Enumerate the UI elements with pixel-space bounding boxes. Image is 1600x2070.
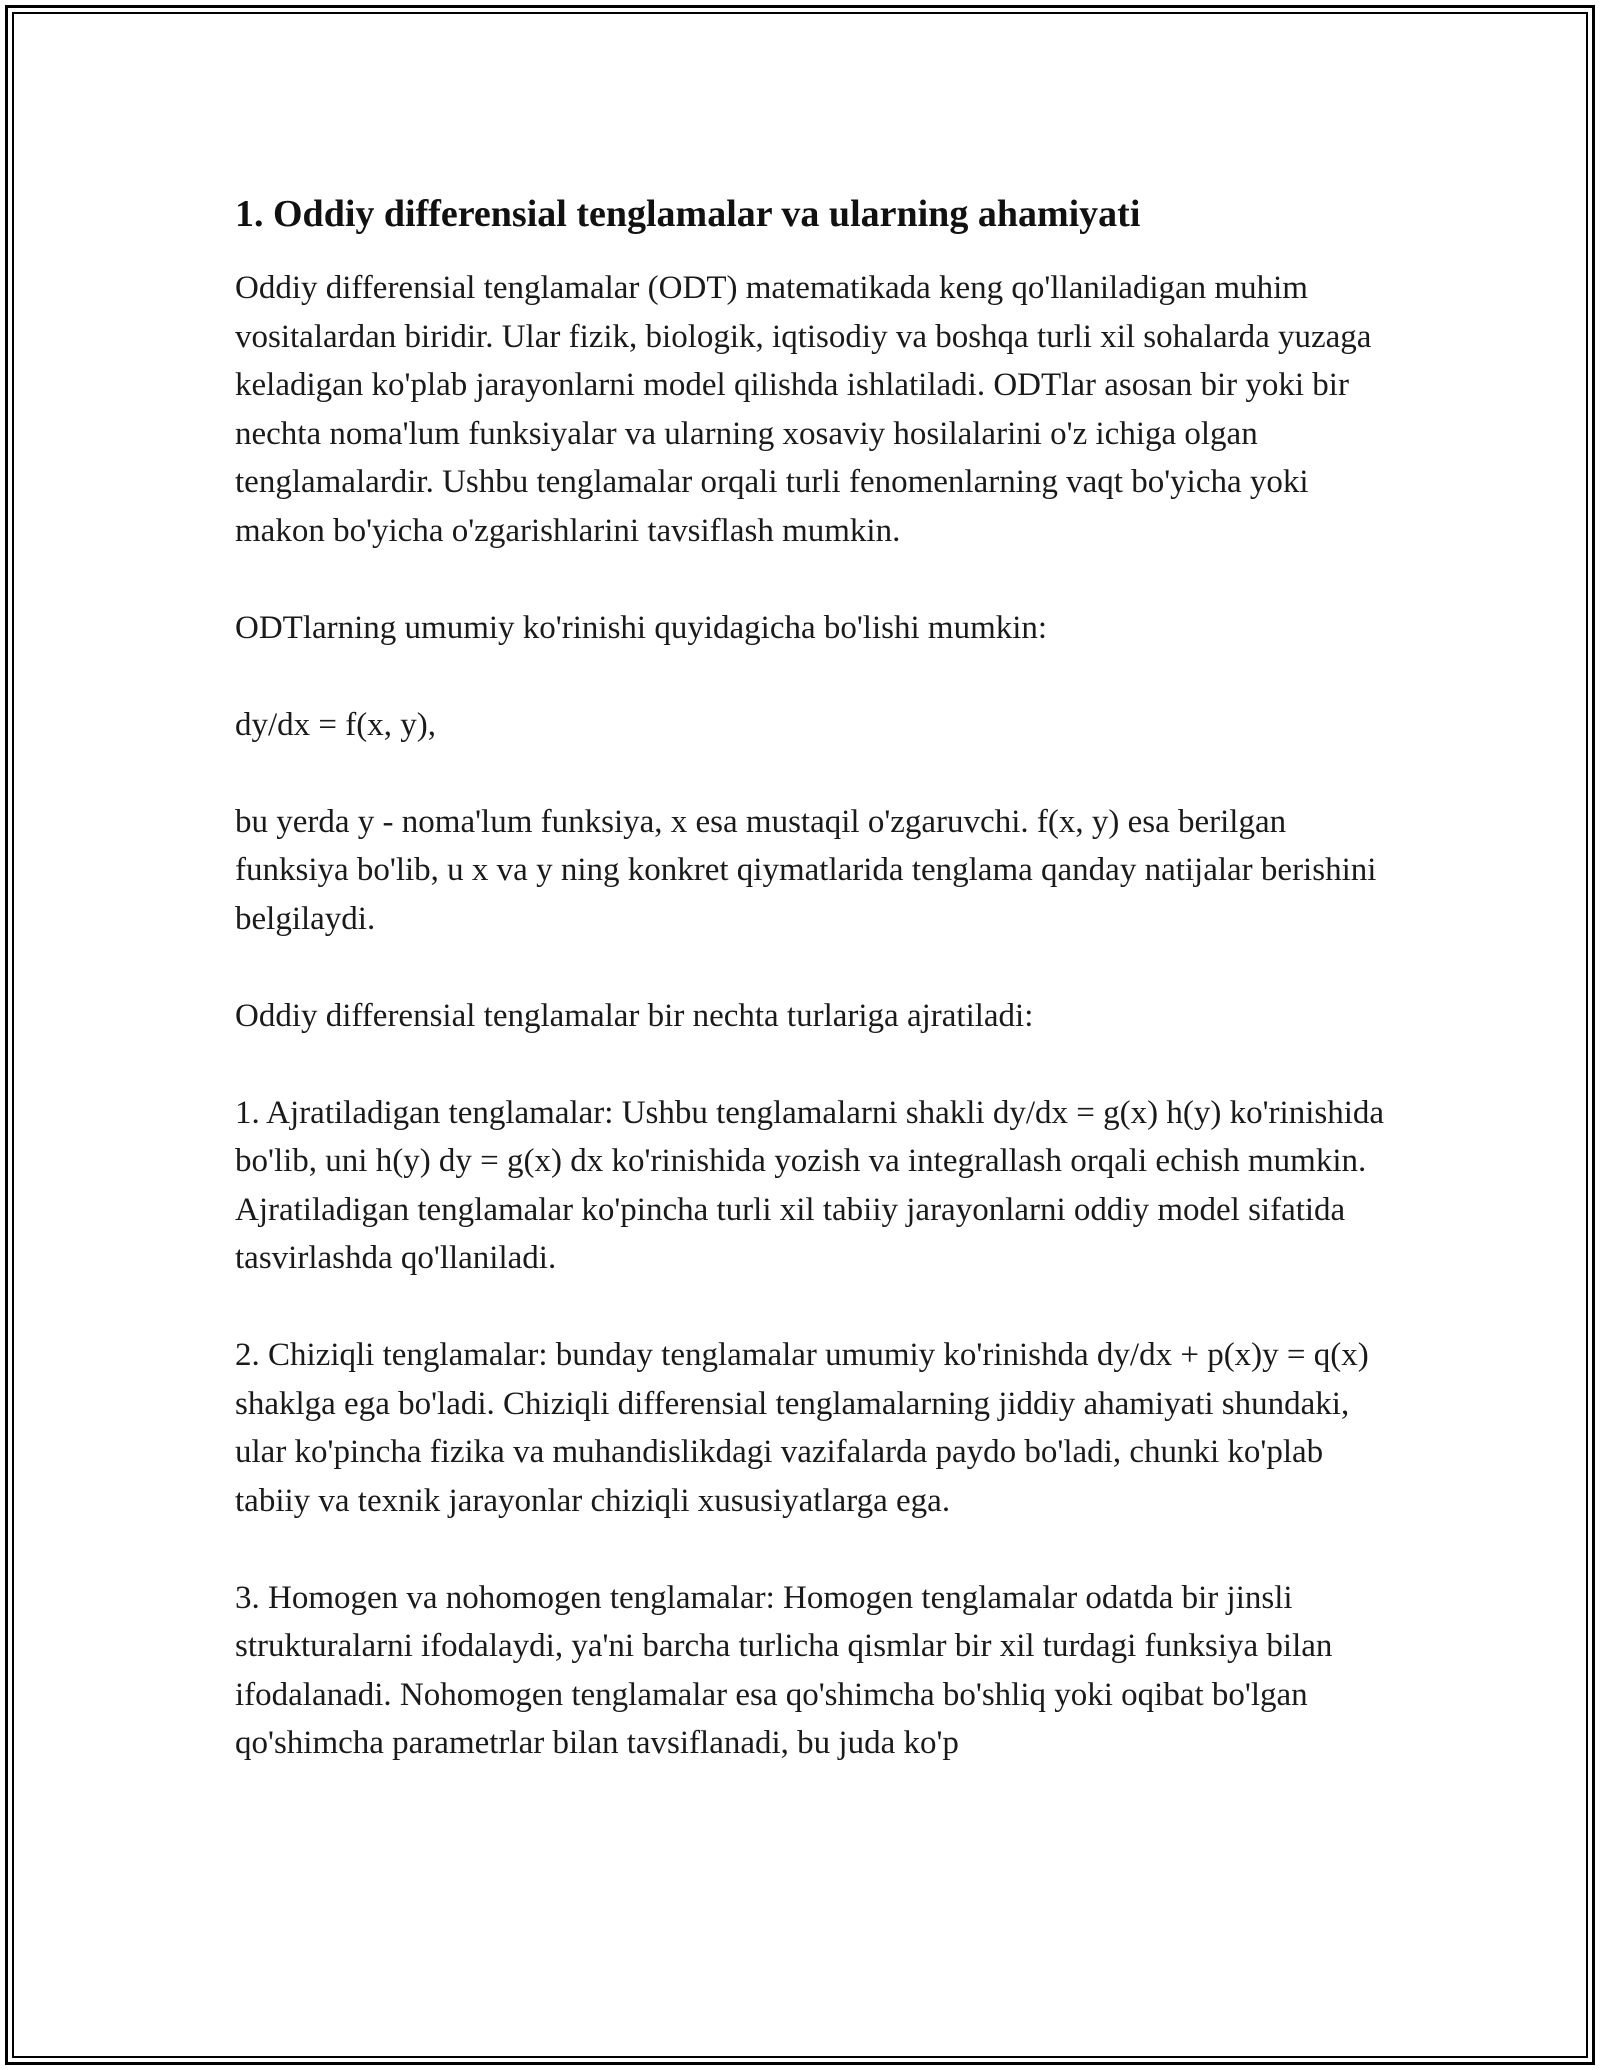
- equation-line: dy/dx = f(x, y),: [235, 706, 436, 743]
- paragraph-intro: Oddiy differensial tenglamalar (ODT) matematikada keng qo'llaniladigan muhim vositalardan biridir. Ular fizik, biologik, iqtisodiy va boshqa turli xil sohalarda yuzaga keladigan ko'plab jarayonlarni model qilishda ishlatiladi. ODTlar asosan bir yoki bir nechta noma'lum funksiyalar va ularning xosaviy hosilalarini o'z ichiga olgan tenglamalardir. Ushbu tenglamalar orqali turli fenomenlarning vaqt bo'yicha yoki makon bo'yicha o'zgarishlarini tavsiflash mumkin.: [235, 270, 1372, 549]
- paragraph-general-form: ODTlarning umumiy ko'rinishi quyidagicha bo'lishi mumkin:: [235, 609, 1048, 646]
- document-body: [235, 186, 1395, 1816]
- paragraph-explanation: bu yerda y - noma'lum funksiya, x esa mustaqil o'zgaruvchi. f(x, y) esa berilgan funksiya bo'lib, u x va y ning konkret qiymatlarida tenglama qanday natijalar berishini belgilaydi.: [235, 803, 1377, 937]
- section-heading: 1. Oddiy differensial tenglamalar va ularning ahamiyati: [235, 193, 1141, 235]
- list-item-linear: 2. Chiziqli tenglamalar: bunday tenglamalar umumiy ko'rinishda dy/dx + p(x)y = q(x) shaklga ega bo'ladi. Chiziqli differensial tenglamalarning jiddiy ahamiyati shundaki, ular ko'pincha fizika va muhandislikdagi vazifalarda paydo bo'ladi, chunki ko'plab tabiiy va texnik jarayonlar chiziqli xususiyatlarga ega.: [235, 1337, 1369, 1519]
- list-item-homogeneous: 3. Homogen va nohomogen tenglamalar: Homogen tenglamalar odatda bir jinsli strukturalarni ifodalaydi, ya'ni barcha turlicha qismlar bir xil turdagi funksiya bilan ifodalanadi. Nohomogen tenglamalar esa qo'shimcha bo'shliq yoki oqibat bo'lgan qo'shimcha parametrlar bilan tavsiflanadi, bu juda ko'p: [235, 1579, 1333, 1761]
- paragraph-types-intro: Oddiy differensial tenglamalar bir nechta turlariga ajratiladi:: [235, 997, 1034, 1034]
- list-item-separable: 1. Ajratiladigan tenglamalar: Ushbu tenglamalarni shakli dy/dx = g(x) h(y) ko'rinishida bo'lib, uni h(y) dy = g(x) dx ko'rinishida yozish va integrallash orqali echish mumkin. Ajratiladigan tenglamalar ko'pincha turli xil tabiiy jarayonlarni oddiy model sifatida tasvirlashda qo'llaniladi.: [235, 1094, 1385, 1276]
